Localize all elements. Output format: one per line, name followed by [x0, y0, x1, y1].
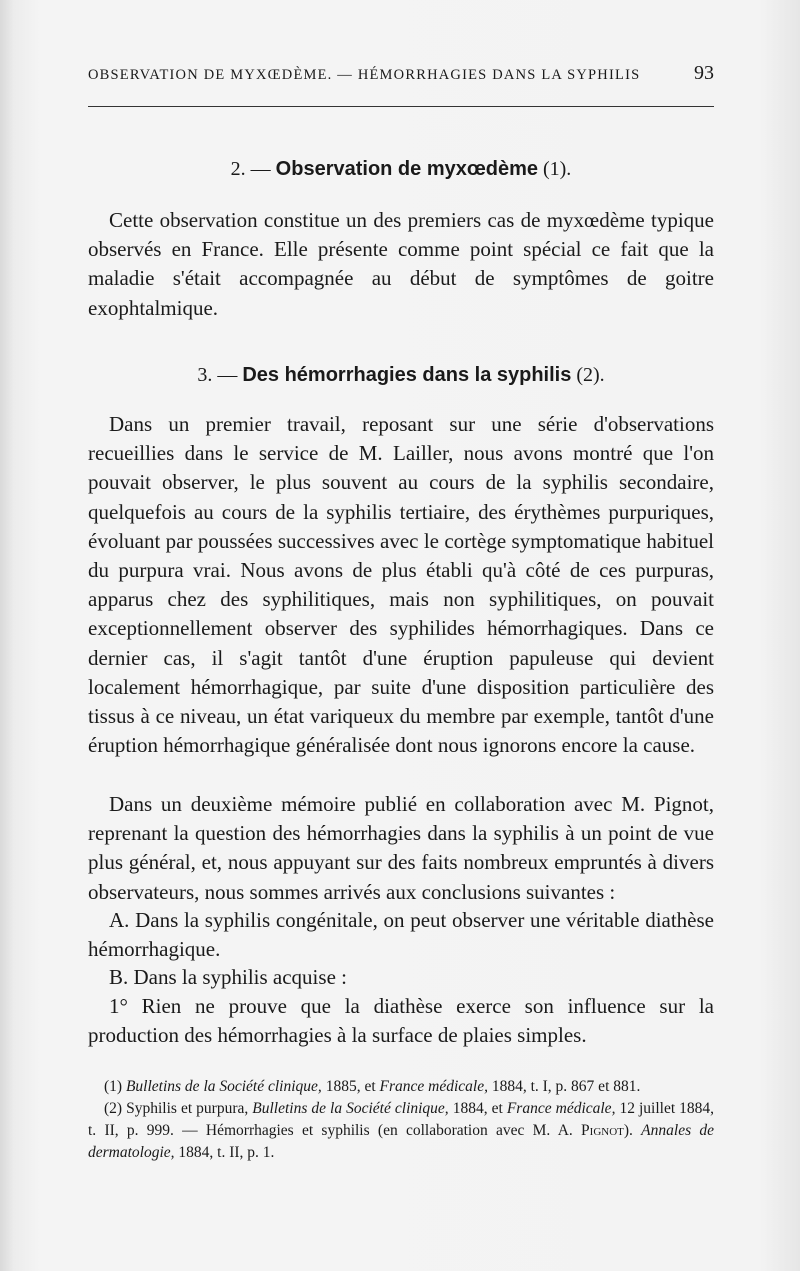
footnote-ref: (2).	[576, 364, 605, 386]
section-heading: Observation de myxœdème	[275, 158, 538, 180]
author-name: Pignot).	[581, 1122, 633, 1139]
journal-title: France médicale,	[379, 1078, 488, 1095]
footnote-2	[88, 1098, 714, 1164]
footnote-text: 1885, et	[325, 1078, 376, 1095]
journal-title: Annales de dermatologie,	[88, 1122, 714, 1161]
footnote-text: 1884, t. I, p. 867 et 881.	[491, 1078, 641, 1095]
paragraph-myxoedeme: Cette observation constitue un des premiers cas de myxœdème typique observés en France. Elle présente comme point spécial ce fait que la maladie s'était accompagnée au début de symptômes de goitre exophtalmique.	[88, 208, 714, 320]
section-heading: Des hémorrhagies dans la syphilis	[242, 364, 572, 386]
journal-title: Bulletins de la Société clinique,	[125, 1078, 322, 1095]
paragraph-deuxieme-memoire: Dans un deuxième mémoire publié en collaboration avec M. Pignot, reprenant la question des hémorrhagies dans la syphilis à un point de vue plus général, et, nous appuyant sur des faits nombreux empruntés à divers observateurs, nous sommes arrivés aux conclusions suivantes :	[88, 792, 714, 904]
footnote-marker: (2)	[104, 1100, 123, 1117]
conclusion-b-1: 1° Rien ne prouve que la diathèse exerce son influence sur la production des hémorrhagies à la surface de plaies simples.	[88, 994, 714, 1048]
page-number: 93	[694, 62, 714, 84]
conclusion-a: A. Dans la syphilis congénitale, on peut observer une véritable diathèse hémorrhagique.	[88, 908, 714, 962]
section-number: 3. —	[197, 364, 238, 386]
running-title: OBSERVATION DE MYXŒDÈME. — HÉMORRHAGIES DANS LA SYPHILIS	[88, 67, 641, 83]
footnote-1	[88, 1076, 714, 1098]
conclusion-b: B. Dans la syphilis acquise :	[109, 965, 347, 989]
footnote-text: Syphilis et purpura,	[126, 1100, 249, 1117]
footnotes	[88, 1076, 714, 1164]
footnote-text: 1884, t. II, p. 1.	[178, 1144, 275, 1161]
running-header	[88, 62, 714, 85]
footnote-text: 12 juillet 1884, t. II, p. 999. — Hémorrhagies et syphilis (en collaboration avec M. A.	[88, 1100, 715, 1139]
footnote-ref: (1).	[542, 158, 572, 180]
section-title-hemorrhagies	[88, 364, 714, 387]
footnote-text: 1884, et	[452, 1100, 503, 1117]
header-rule	[88, 106, 714, 107]
section-number: 2. —	[230, 158, 271, 180]
journal-title: Bulletins de la Société clinique,	[252, 1100, 449, 1117]
footnote-marker: (1)	[104, 1078, 123, 1095]
paragraph-premier-travail: Dans un premier travail, reposant sur une série d'observations recueillies dans le service de M. Lailler, nous avons montré que l'on pouvait observer, le plus souvent au cours de la syphilis secondaire, quelquefois au cours de la syphilis tertiaire, des érythèmes purpuriques, évoluant par poussées successives avec le cortège symptomatique habituel du purpura vrai. Nous avons de plus établi qu'à côté de ces purpuras, apparus chez des syphilitiques, mais non syphilitiques, on pouvait exceptionnellement observer des syphilides hémorrhagiques. Dans ce dernier cas, il s'agit tantôt d'une éruption papuleuse qui devient localement hémorrhagique, par suite d'une disposition particulière des tissus à ce niveau, un état variqueux du membre par exemple, tantôt d'une éruption hémorrhagique généralisée dont nous ignorons encore la cause.	[88, 412, 714, 758]
journal-title: France médicale,	[506, 1100, 616, 1117]
section-title-myxoedeme	[88, 158, 714, 181]
